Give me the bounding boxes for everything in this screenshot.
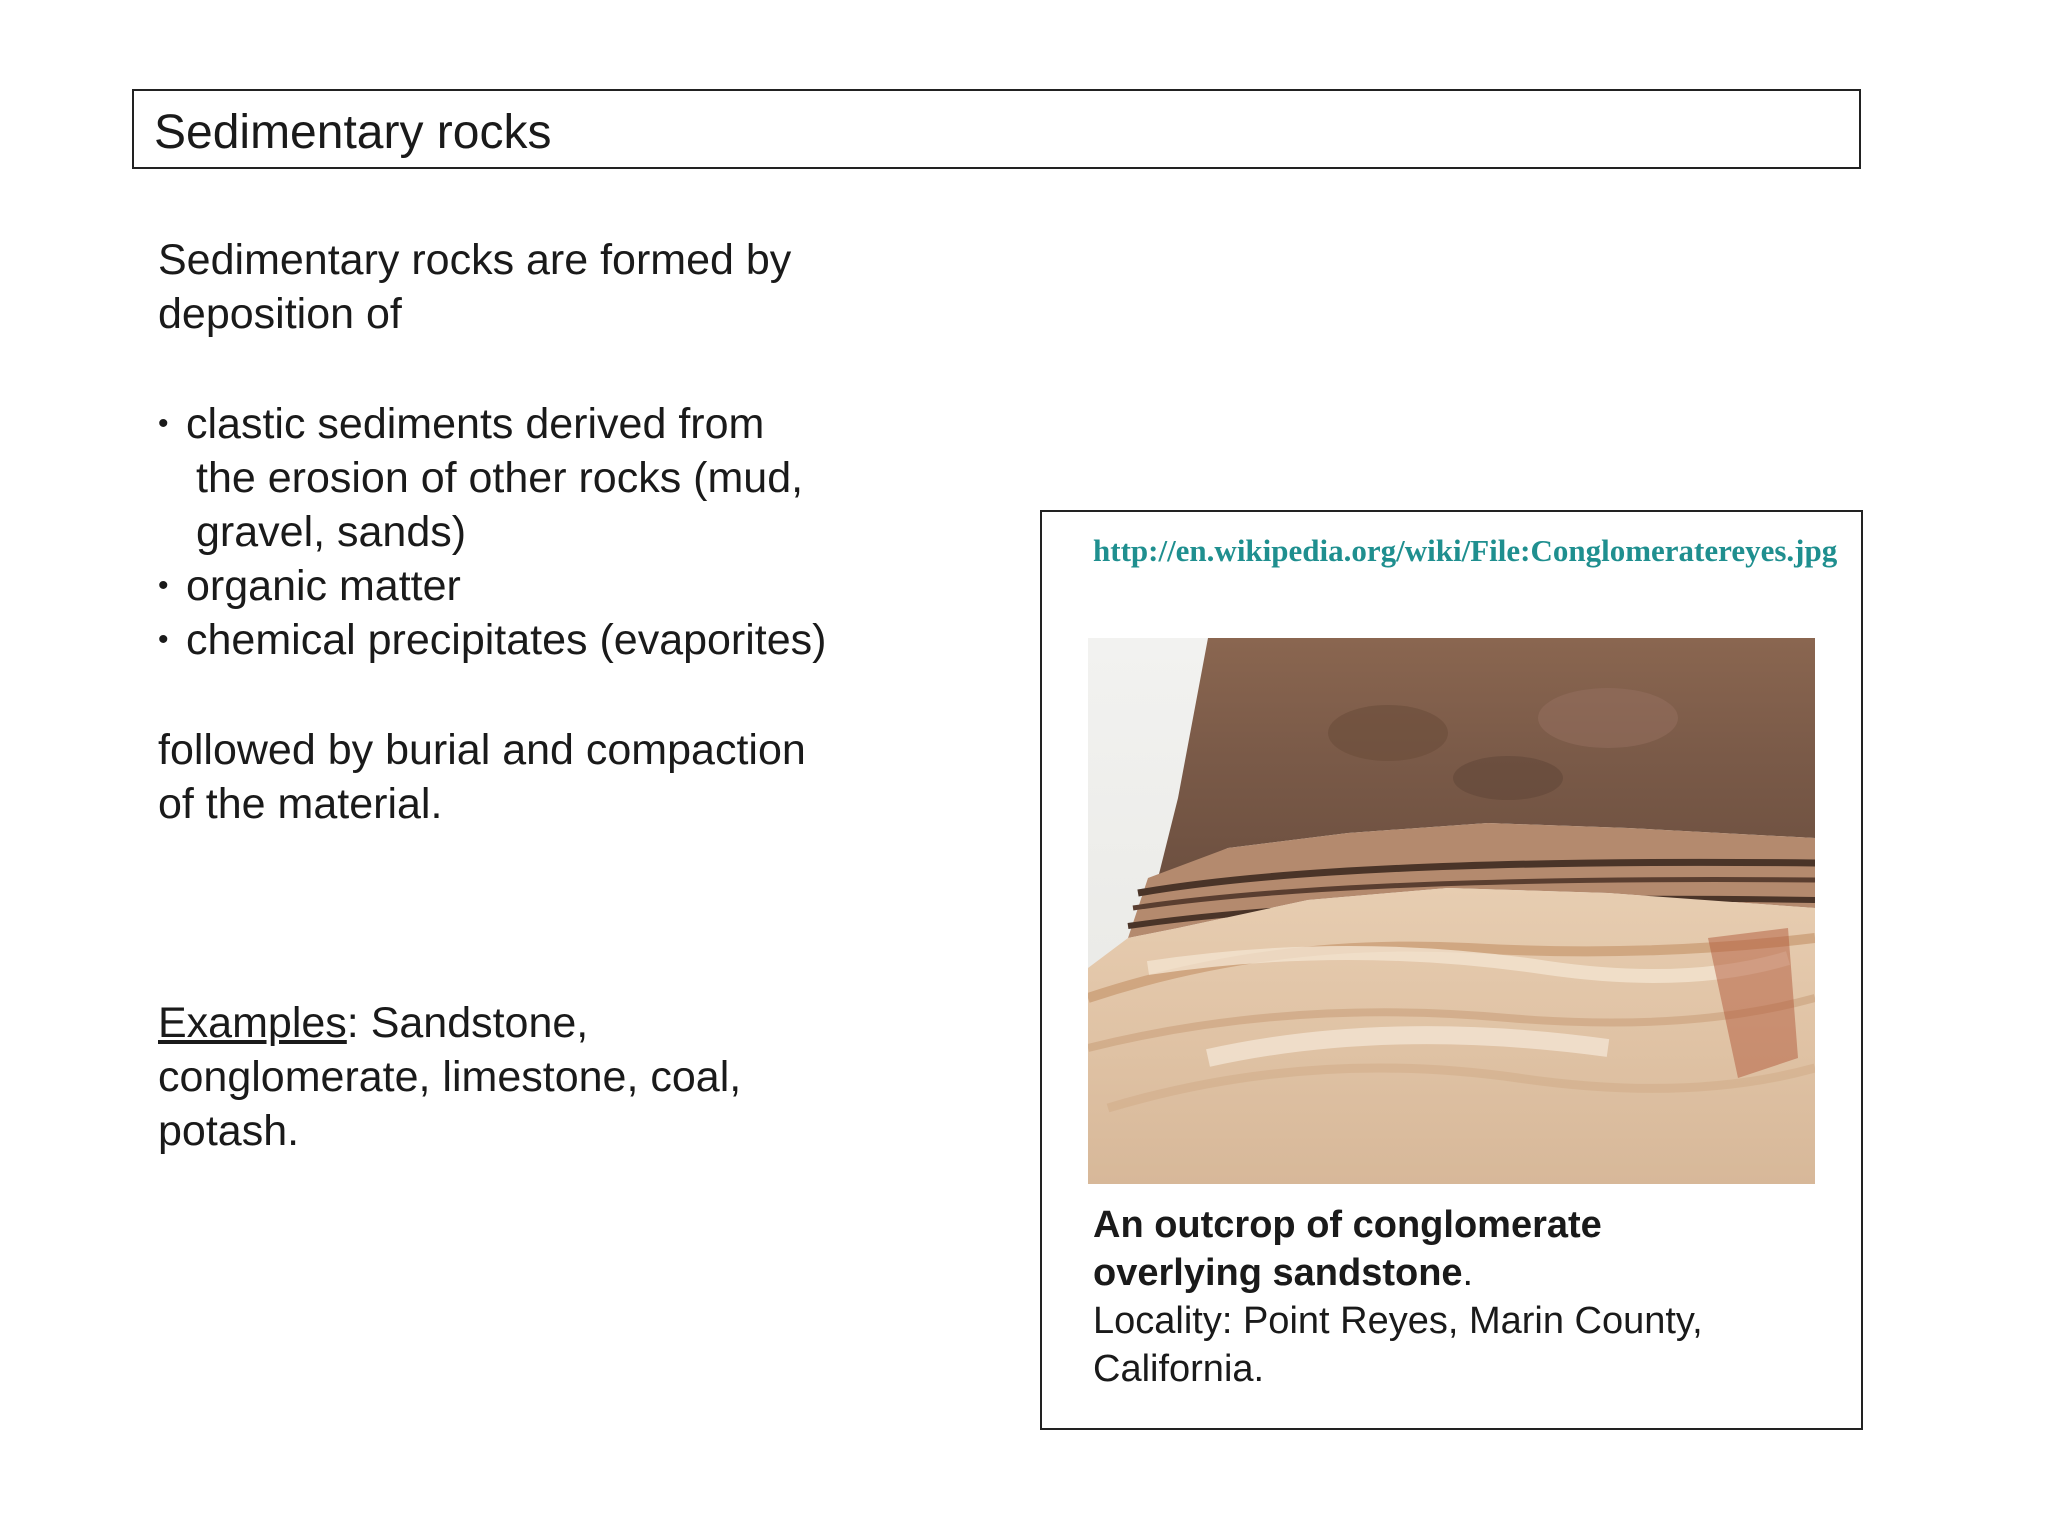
examples-line-3: potash. xyxy=(158,1107,300,1155)
list-item xyxy=(158,613,827,667)
caption-line-2 xyxy=(1093,1249,1703,1297)
bullet-text: clastic sediments derived from xyxy=(186,400,765,448)
bullet-continuation: gravel, sands) xyxy=(196,508,467,556)
examples-paragraph xyxy=(158,996,741,1158)
caption-line-3: Locality: Point Reyes, Marin County, xyxy=(1093,1300,1703,1342)
source-url-link[interactable]: http://en.wikipedia.org/wiki/File:Conglomeratereyes.jpg xyxy=(1093,533,1838,568)
follow-paragraph xyxy=(158,723,806,831)
caption-line-1: An outcrop of conglomerate xyxy=(1093,1204,1602,1246)
slide-title-box xyxy=(132,89,1861,169)
list-item xyxy=(158,559,827,613)
follow-line-2: of the material. xyxy=(158,780,443,828)
examples-line-1-rest: : Sandstone, xyxy=(346,999,589,1047)
caption-line-4: California. xyxy=(1093,1348,1265,1390)
rock-outcrop-image xyxy=(1088,638,1815,1184)
bullet-icon: • xyxy=(158,407,169,440)
intro-line-2: deposition of xyxy=(158,290,402,338)
caption-line-2-bold: overlying sandstone xyxy=(1093,1252,1463,1294)
bullet-text: chemical precipitates (evaporites) xyxy=(186,616,827,664)
bullet-text: organic matter xyxy=(186,562,461,610)
bullet-list xyxy=(158,397,827,667)
examples-line-2: conglomerate, limestone, coal, xyxy=(158,1053,742,1101)
figure-caption xyxy=(1093,1201,1703,1393)
intro-line-1: Sedimentary rocks are formed by xyxy=(158,236,792,284)
intro-paragraph xyxy=(158,233,791,341)
caption-line-2-period: . xyxy=(1462,1252,1474,1294)
slide-title: Sedimentary rocks xyxy=(154,106,552,159)
follow-line-1: followed by burial and compaction xyxy=(158,726,806,774)
bullet-continuation: the erosion of other rocks (mud, xyxy=(196,454,804,502)
bullet-icon: • xyxy=(158,623,169,656)
examples-label: Examples xyxy=(158,999,347,1047)
conglomerate-outcrop-photo xyxy=(1088,638,1815,1184)
examples-line-1 xyxy=(158,996,741,1050)
list-item xyxy=(158,397,827,451)
bullet-icon: • xyxy=(158,569,169,602)
